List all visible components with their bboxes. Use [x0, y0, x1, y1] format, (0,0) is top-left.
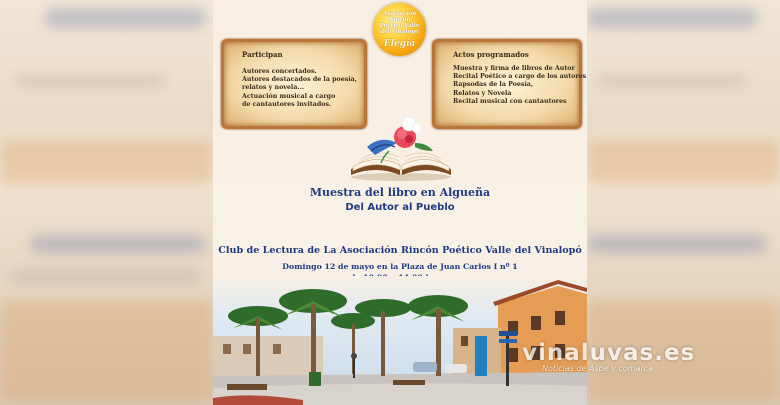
events-list: [453, 65, 586, 106]
event-title: Muestra del libro en Algueña: [309, 186, 491, 199]
list-item: Autores destacados de la poesía,: [242, 76, 357, 84]
list-item: Muestra y firma de libros de Autor: [453, 65, 575, 72]
events-heading: Actos programados: [453, 50, 529, 59]
badge-script-text: Elegía: [383, 38, 416, 49]
badge-association-name: Asociación Rincón Poético Valle del Vinalopó: [379, 10, 420, 35]
list-item: Actuación musical a cargo: [242, 92, 336, 100]
participants-heading: Participan: [242, 50, 283, 59]
association-logo-badge: [373, 3, 426, 56]
organizer-line: Club de Lectura de La Asociación Rincón Poético Valle del Vinalopó: [218, 245, 582, 256]
event-subtitle: Del Autor al Pueblo: [345, 202, 455, 213]
blurred-background-left: [0, 0, 213, 405]
date-location-line: Domingo 12 de mayo en la Plaza de Juan Carlos I nº 1: [282, 262, 518, 271]
participants-list: [242, 68, 357, 109]
list-item: Rapsodas de la Poesía,: [453, 81, 534, 89]
list-item: Recital Poético a cargo de los autores: [453, 73, 587, 81]
list-item: Recital musical con cantautores: [453, 97, 567, 105]
list-item: Relatos y Novela: [453, 89, 512, 97]
list-item: relatos y novela...: [242, 84, 304, 92]
open-book-with-flowers-illustration: [345, 113, 457, 183]
site-watermark: [522, 340, 695, 373]
list-item: Autores concertados.: [242, 68, 317, 75]
list-item: de cantautores invitados.: [242, 100, 332, 108]
watermark-site-name: vinaluvas.es: [522, 340, 696, 366]
watermark-tagline: Noticias de Aspe y comarca: [542, 364, 654, 373]
